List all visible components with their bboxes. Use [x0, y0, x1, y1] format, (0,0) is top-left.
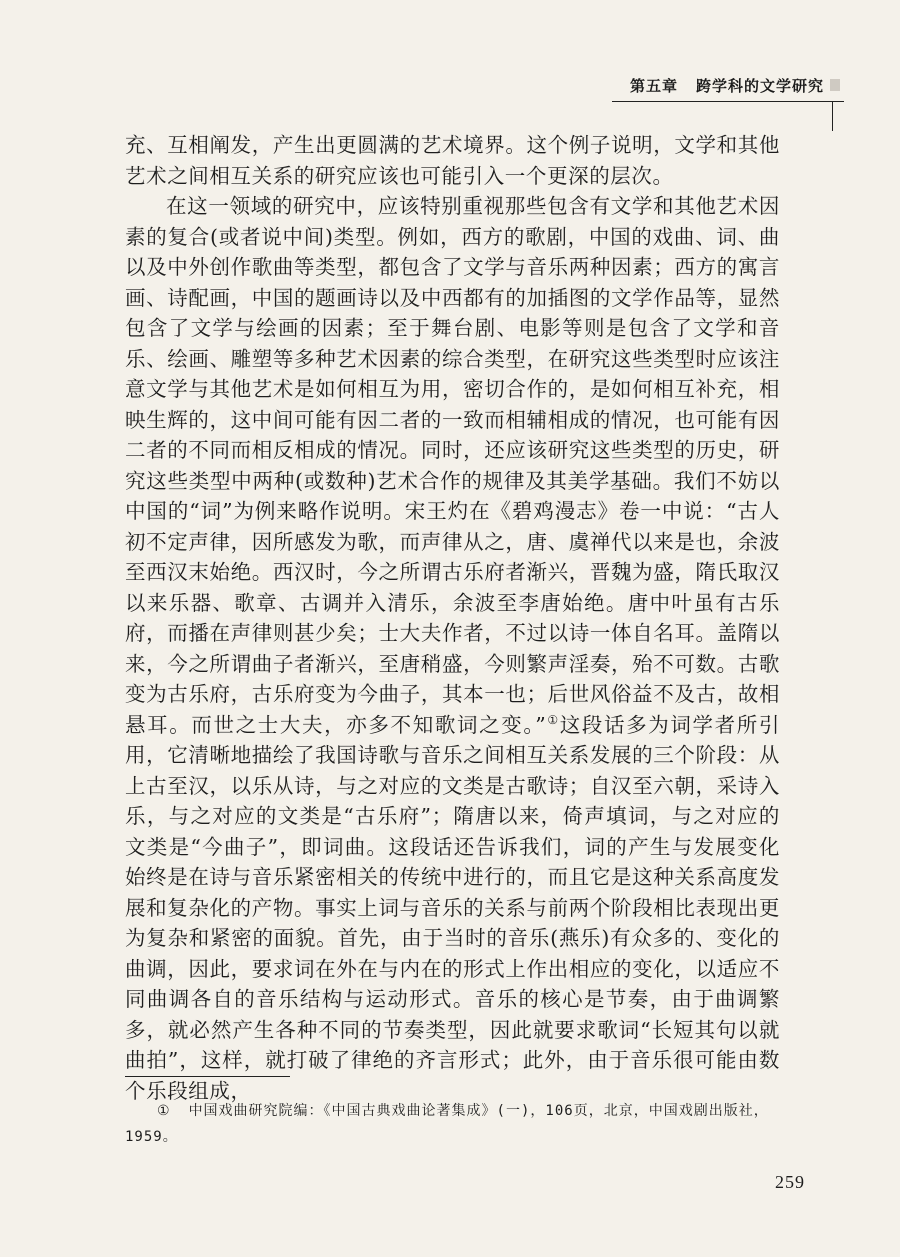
footnote-mark: ①: [157, 1103, 171, 1119]
header-rule: [612, 101, 844, 102]
footnote-text: 中国戏曲研究院编：《中国古典戏曲论著集成》(一)，106页，北京，中国戏剧出版社，1959。: [125, 1103, 769, 1145]
header-rule-vertical: [832, 101, 833, 131]
page-number: 259: [775, 1172, 805, 1192]
footnote-reference[interactable]: ①: [546, 712, 560, 727]
paragraph-continued: 充、互相阐发，产生出更圆满的艺术境界。这个例子说明，文学和其他艺术之间相互关系的研究应该也可能引入一个更深的层次。: [125, 133, 780, 188]
header-tab-mark: [830, 79, 840, 91]
paragraph-text-part2: 这段话多为词学者所引用，它清晰地描绘了我国诗歌与音乐之间相互关系发展的三个阶段：从上古至汉，以乐从诗，与之对应的文类是古歌诗；自汉至六朝，采诗入乐，与之对应的文类是“古乐府”；隋唐以来，倚声填词，与之对应的文类是“今曲子”，即词曲。这段话还告诉我们，词的产生与发展变化始终是在诗与音乐紧密相关的传统中进行的，而且它是这种关系高度发展和复杂化的产物。事实上词与音乐的关系与前两个阶段相比表现出更为复杂和紧密的面貌。首先，由于当时的音乐(燕乐)有众多的、变化的曲调，因此，要求词在外在与内在的形式上作出相应的变化，以适应不同曲调各自的音乐结构与运动形式。音乐的核心是节奏，由于曲调繁多，就必然产生各种不同的节奏类型，因此就要求歌词“长短其句以就曲拍”，这样，就打破了律绝的齐言形式；此外，由于音乐很可能由数个乐段组成，: [125, 712, 781, 1103]
paragraph: [125, 191, 780, 1106]
paragraph-text-part1: 在这一领域的研究中，应该特别重视那些包含有文学和其他艺术因素的复合(或者说中间)类型。例如，西方的歌剧，中国的戏曲、词、曲以及中外创作歌曲等类型，都包含了文学与音乐两种因素；西方的寓言画、诗配画，中国的题画诗以及中西都有的加插图的文学作品等，显然包含了文学与绘画的因素；至于舞台剧、电影等则是包含了文学和音乐、绘画、雕塑等多种艺术因素的综合类型，在研究这些类型时应该注意文学与其他艺术是如何相互为用，密切合作的，是如何相互补充，相映生辉的，这中间可能有因二者的一致而相辅相成的情况，也可能有因二者的不同而相反相成的情况。同时，还应该研究这些类型的历史，研究这些类型中两种(或数种)艺术合作的规律及其美学基础。我们不妨以中国的“词”为例来略作说明。宋王灼在《碧鸡漫志》卷一中说：“古人初不定声律，因所感发为歌，而声律从之，唐、虞禅代以来是也，余波至西汉末始绝。西汉时，今之所谓古乐府者渐兴，晋魏为盛，隋氏取汉以来乐器、歌章、古调并入清乐，余波至李唐始绝。唐中叶虽有古乐府，而播在声律则甚少矣；士大夫作者，不过以诗一体自名耳。盖隋以来，今之所谓曲子者渐兴，至唐稍盛，今则繁声淫奏，殆不可数。古歌变为古乐府，古乐府变为今曲子，其本一也；后世风俗益不及古，故相悬耳。而世之士大夫，亦多不知歌词之变。”: [125, 194, 780, 737]
running-header: [630, 72, 840, 98]
footnote: [125, 1098, 785, 1150]
footnote-divider: [125, 1076, 290, 1077]
chapter-number: 第五章: [629, 76, 678, 95]
body-text: [125, 130, 780, 1106]
chapter-title: 跨学科的文学研究: [695, 76, 824, 95]
